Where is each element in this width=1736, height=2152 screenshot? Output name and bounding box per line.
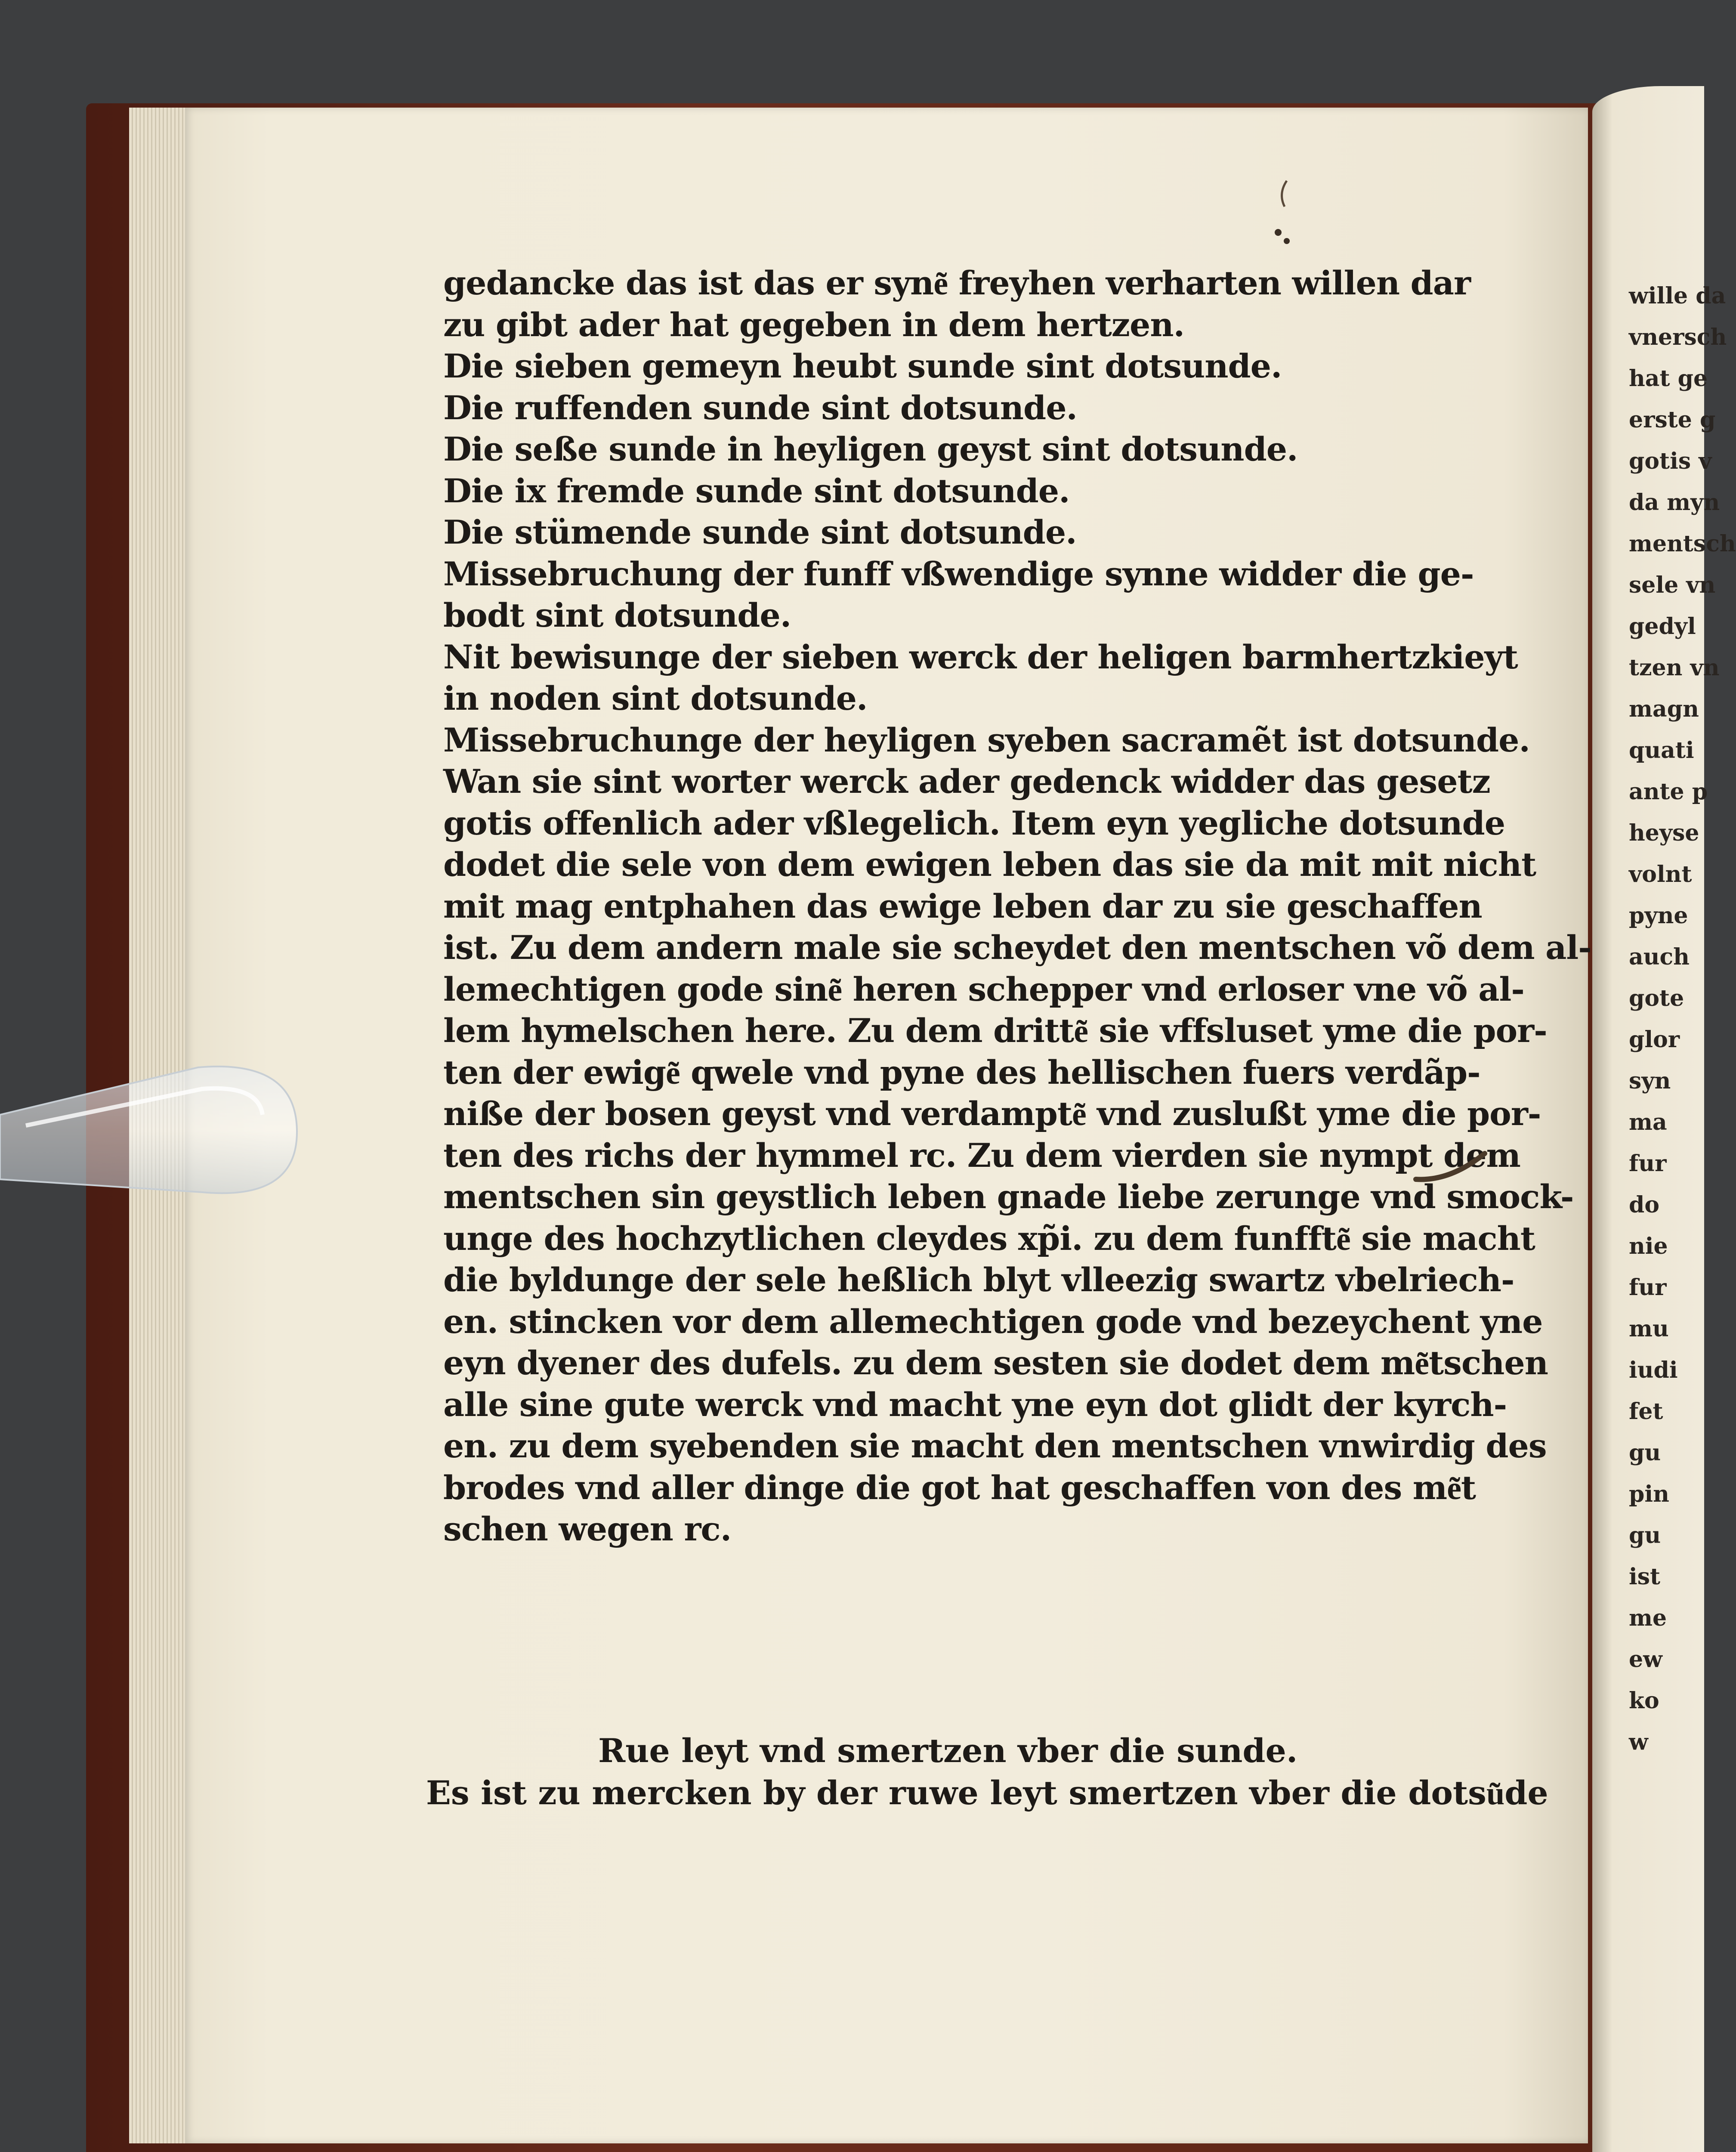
facing-line: do	[1629, 1192, 1660, 1218]
text-line: zu gibt ader hat gegeben in dem hertzen.	[443, 305, 1185, 344]
text-line: Wan sie sint worter werck ader gedenck widder das gesetz	[443, 762, 1490, 801]
text-line: Die stümende sunde sint dotsunde.	[443, 513, 1077, 551]
facing-line: mentsch	[1629, 531, 1736, 557]
facing-line: ma	[1629, 1109, 1667, 1135]
facing-line: magn	[1629, 696, 1699, 722]
glass-book-weight	[0, 1050, 301, 1231]
facing-line: da myn	[1629, 489, 1720, 516]
page-mark	[1265, 176, 1300, 254]
facing-line: sele vn	[1629, 572, 1716, 598]
text-line: mit mag entphahen das ewige leben dar zu sie geschaffen	[443, 887, 1482, 925]
facing-line: heyse	[1629, 820, 1699, 846]
facing-line: gu	[1629, 1522, 1661, 1549]
facing-line: auch	[1629, 944, 1690, 970]
text-line: niße der bosen geyst vnd verdampte͂ vnd zuslußt yme die por-	[443, 1095, 1541, 1133]
facing-line: fur	[1629, 1150, 1667, 1177]
text-line: schen wegen rc.	[443, 1510, 732, 1548]
facing-line: gedyl	[1629, 613, 1696, 640]
facing-line: volnt	[1629, 861, 1692, 887]
facing-line: fet	[1629, 1398, 1663, 1425]
facing-line: gu	[1629, 1440, 1661, 1466]
facing-line: ew	[1629, 1646, 1662, 1673]
text-line: lem hymelschen here. Zu dem dritte͂ sie vffsluset yme die por-	[443, 1011, 1547, 1050]
facing-line: fur	[1629, 1274, 1667, 1301]
facing-line: mu	[1629, 1316, 1669, 1342]
facing-line: pyne	[1629, 903, 1688, 929]
facing-line: wille da	[1629, 283, 1726, 309]
facing-line: me	[1629, 1605, 1667, 1631]
facing-line: ante p	[1629, 779, 1708, 805]
facing-line: vnersch	[1629, 324, 1727, 350]
text-line: Nit bewisunge der sieben werck der heligen barmhertzkieyt	[443, 637, 1518, 676]
text-line: eyn dyener des dufels. zu dem sesten sie dodet dem me͂tschen	[443, 1344, 1548, 1382]
facing-line: glor	[1629, 1027, 1680, 1053]
text-line: ten der ewige͂ qwele vnd pyne des hellischen fuers verdãp-	[443, 1053, 1480, 1091]
text-line: Die ix fremde sunde sint dotsunde.	[443, 471, 1070, 510]
facing-line: w	[1629, 1729, 1648, 1755]
text-line: unge des hochzytlichen cleydes xp̃i. zu dem funffte͂ sie macht	[443, 1219, 1535, 1258]
facing-line: ist	[1629, 1564, 1661, 1590]
text-line: bodt sint dotsunde.	[443, 596, 791, 634]
text-line: en. zu dem syebenden sie macht den mentschen vnwirdig des	[443, 1427, 1547, 1465]
text-line: ten des richs der hymmel rc. Zu dem vierden sie nympt dem	[443, 1136, 1520, 1175]
text-line: brodes vnd aller dinge die got hat geschaffen von des me͂t	[443, 1468, 1476, 1507]
facing-line: syn	[1629, 1068, 1671, 1094]
facing-line: ko	[1629, 1688, 1659, 1714]
facing-line: gotis v	[1629, 448, 1712, 474]
text-line: Es ist zu mercken by der ruwe leyt smertzen vber die dotsu͂de	[426, 1774, 1548, 1812]
facing-line: nie	[1629, 1233, 1668, 1259]
section-heading: Rue leyt vnd smertzen vber die sunde.	[598, 1731, 1298, 1770]
page-mark	[1412, 1136, 1498, 1188]
text-line: dodet die sele von dem ewigen leben das sie da mit mit nicht	[443, 845, 1536, 884]
text-line: ist. Zu dem andern male sie scheydet den mentschen võ dem al-	[443, 928, 1591, 967]
facing-page-text	[1629, 275, 1736, 1763]
text-line: Missebruchunge der heyligen syeben sacramẽt ist dotsunde.	[443, 720, 1530, 759]
main-text-block	[443, 263, 1591, 1550]
text-line: mentschen sin geystlich leben gnade liebe zerunge vnd smock-	[443, 1178, 1574, 1216]
facing-line: erste g	[1629, 407, 1716, 433]
text-line: die byldunge der sele heßlich blyt vlleezig swartz vbelriech-	[443, 1261, 1514, 1299]
facing-line: tzen vn	[1629, 655, 1720, 681]
facing-line: gote	[1629, 985, 1684, 1011]
text-line: lemechtigen gode sine͂ heren schepper vnd erloser vne võ al-	[443, 970, 1524, 1008]
facing-line: pin	[1629, 1481, 1669, 1507]
text-line: Die ruffenden sunde sint dotsunde.	[443, 388, 1078, 427]
text-line: Die sieben gemeyn heubt sunde sint dotsunde.	[443, 347, 1282, 385]
facing-line: iudi	[1629, 1357, 1678, 1383]
text-line: en. stincken vor dem allemechtigen gode vnd bezeychent yne	[443, 1302, 1543, 1341]
text-line: in noden sint dotsunde.	[443, 679, 868, 717]
text-line: alle sine gute werck vnd macht yne eyn dot glidt der kyrch-	[443, 1385, 1507, 1424]
text-line: Missebruchung der funff vßwendige synne widder die ge-	[443, 554, 1474, 593]
facing-line: quati	[1629, 737, 1694, 764]
facing-line: hat ge	[1629, 365, 1708, 392]
text-line: Die seße sunde in heyligen geyst sint dotsunde.	[443, 430, 1298, 468]
text-line: gedancke das ist das er syne͂ freyhen verharten willen dar	[443, 264, 1470, 302]
text-line: gotis offenlich ader vßlegelich. Item eyn yegliche dotsunde	[443, 804, 1505, 842]
